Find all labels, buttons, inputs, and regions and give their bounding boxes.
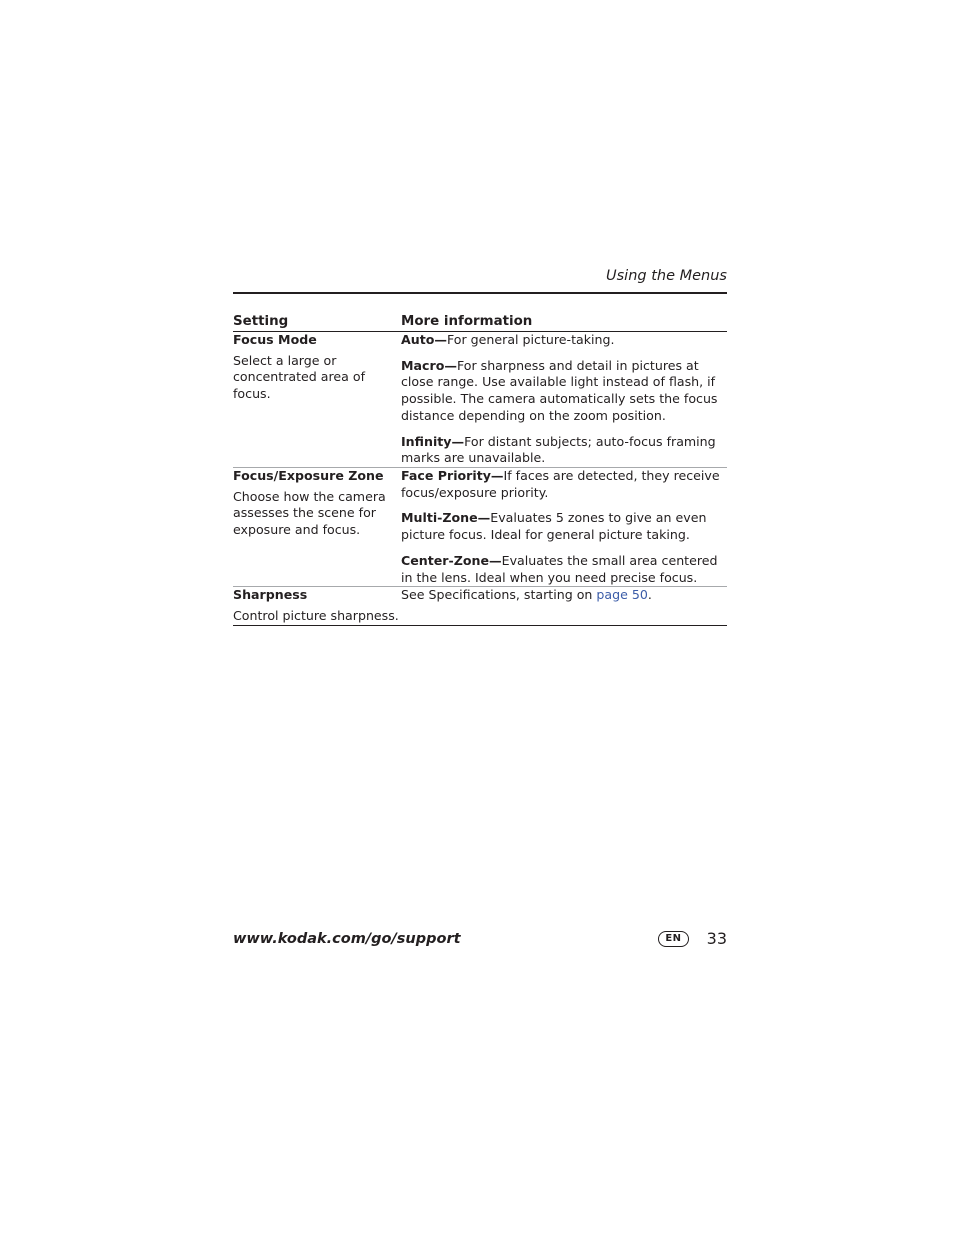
column-header-setting: Setting [233,314,289,329]
language-badge: EN [658,931,688,947]
running-head: Using the Menus [606,268,727,284]
header-divider [233,292,727,294]
info-text: For general picture-taking. [446,331,615,347]
info-paragraph [401,332,727,349]
info-text: For sharpness and detail in pictures at close range. Use available light instead of flash, if possible. The camera automatically sets the focus distance depending on the zoom position. [401,357,718,423]
more-information-cell [401,467,727,586]
support-url: www.kodak.com/go/support [233,931,461,947]
table-row [233,467,727,586]
setting-title: Focus/Exposure Zone [233,467,384,483]
info-paragraph [401,510,727,543]
footer-right [600,928,727,948]
info-text: If faces are detected, they receive focus/exposure priority. [401,467,720,500]
table-header [233,313,727,331]
info-term: Center-Zone— [401,552,502,568]
setting-title: Focus Mode [233,331,317,347]
table-row [233,331,727,467]
settings-table [233,313,727,626]
setting-title: Sharpness [233,587,308,603]
info-term: Infinity— [401,433,465,449]
more-information-cell [401,587,727,625]
column-header-more-information: More information [401,314,533,329]
setting-description: Control picture sharpness. [233,608,399,624]
setting-description: Select a large or concentrated area of focus. [233,352,366,402]
info-text: Evaluates the small area centered in the lens. Ideal when you need precise focus. [401,552,718,585]
setting-cell [233,331,401,467]
info-term: Face Priority— [401,467,504,483]
table-header-row [233,313,727,331]
info-text: For distant subjects; auto-focus framing marks are unavailable. [401,433,716,466]
page-number: 33 [706,929,727,948]
info-paragraph [401,434,727,467]
info-term: Auto— [401,331,447,347]
setting-cell [233,587,401,625]
info-paragraph [401,553,727,586]
info-text: See Specifications, starting on [401,587,597,603]
info-term: Macro— [401,357,457,373]
info-paragraph [401,358,727,425]
info-text: Evaluates 5 zones to give an even picture focus. Ideal for general picture taking. [401,510,707,543]
info-term: Multi-Zone— [401,510,491,526]
info-paragraph [401,468,727,501]
table-body [233,331,727,625]
table-row [233,587,727,625]
setting-description: Choose how the camera assesses the scene for exposure and focus. [233,488,386,538]
page-50-link[interactable]: page 50 [596,587,648,603]
info-text-tail: . [647,587,652,603]
info-paragraph [401,587,727,604]
more-information-cell [401,331,727,467]
setting-cell [233,467,401,586]
